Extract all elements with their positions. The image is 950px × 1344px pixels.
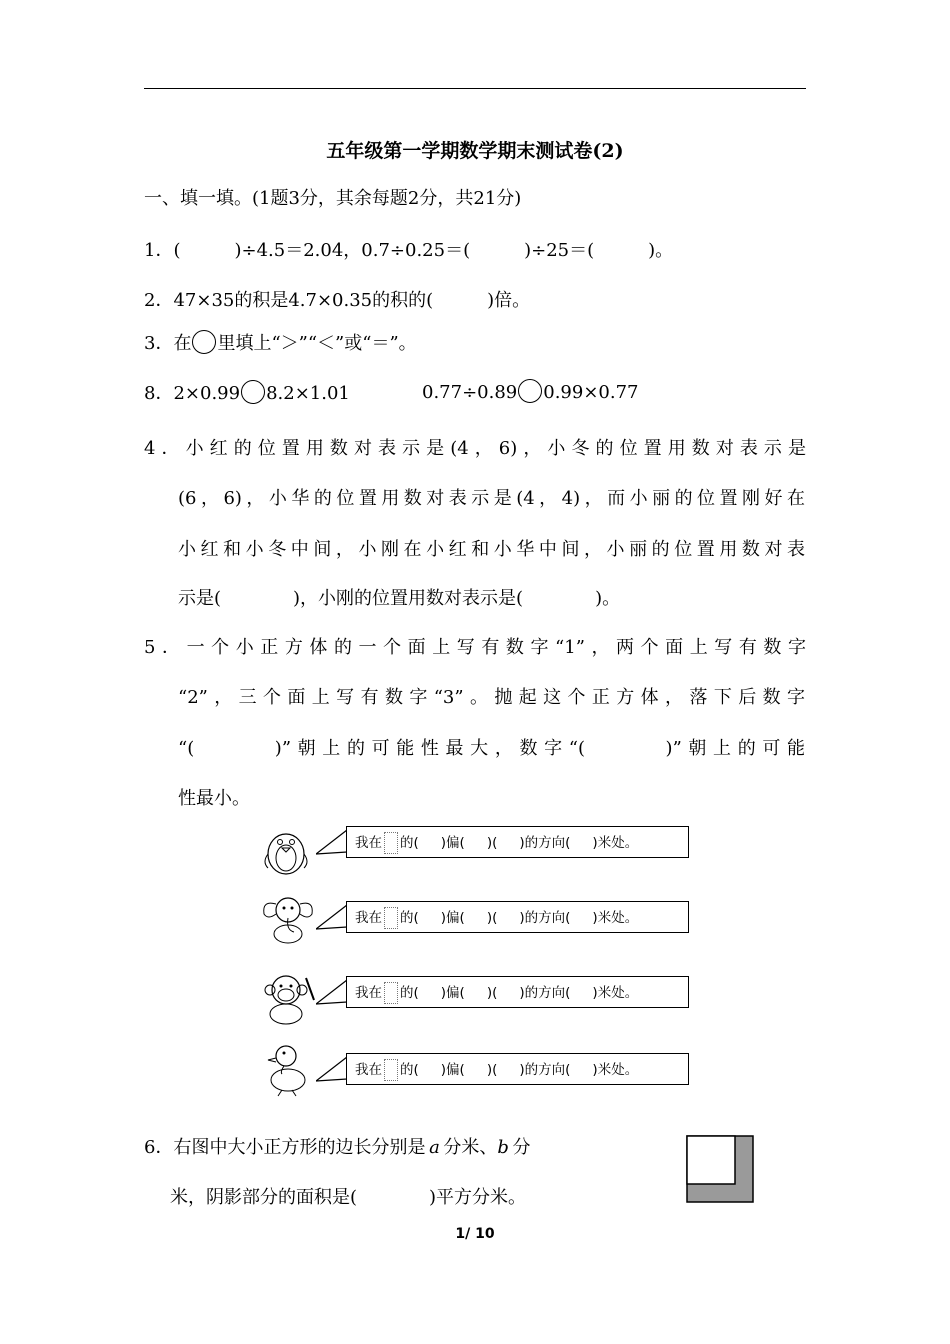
elephant-icon: [258, 890, 316, 946]
question-5-line-4: 性最小。: [178, 788, 250, 809]
header-rule: [144, 88, 806, 89]
speech-tail: [316, 828, 348, 868]
question-5-line-2: “2”，三个面上写有数字“3”。抛起这个正方体，落下后数字: [178, 687, 805, 708]
question-4-line-4: 示是( )，小刚的位置用数对表示是( )。: [178, 588, 621, 609]
question-5-line-1: 5．一个小正方体的一个面上写有数字“1”，两个面上写有数字: [144, 637, 806, 658]
left-expression-b: 8.2×1.01: [266, 383, 350, 404]
small-square: [687, 1136, 735, 1184]
question-5-line-3: “( )”朝上的可能性最大，数字“( )”朝上的可能: [178, 738, 805, 759]
question-3-left-comparison: [144, 379, 350, 405]
speech-tail: [316, 1055, 348, 1095]
duck-icon: [258, 1040, 316, 1098]
question-4-line-2: (6，6)，小华的位置用数对表示是(4，4)，而小丽的位置刚好在: [178, 488, 805, 509]
position-icon: [384, 1059, 398, 1081]
position-icon: [384, 832, 398, 854]
question-4-line-1: 4．小红的位置用数对表示是(4，6)，小冬的位置用数对表示是: [144, 438, 806, 459]
squares-figure: [686, 1135, 754, 1203]
location-bubble-3: 我在 的( )偏( )( )的方向( )米处。: [346, 976, 689, 1008]
compare-circle-icon: [192, 330, 216, 354]
speech-tail: [316, 903, 348, 943]
location-bubble-2: 我在 的( )偏( )( )的方向( )米处。: [346, 901, 689, 933]
question-3-prefix: 3．在: [144, 333, 192, 354]
question-3: [144, 329, 417, 355]
right-expression-b: 0.99×0.77: [543, 382, 639, 403]
right-expression-a: 0.77÷0.89: [422, 382, 518, 403]
location-bubble-4: 我在 的( )偏( )( )的方向( )米处。: [346, 1053, 689, 1085]
question-3-right-comparison: [422, 379, 639, 403]
monkey-icon: [258, 970, 318, 1026]
left-expression-a: 8．2×0.99: [144, 383, 241, 404]
question-6-line-2: 米，阴影部分的面积是( )平方分米。: [170, 1187, 527, 1208]
section-heading: 一、填一填。(1题3分，其余每题2分，共21分): [144, 188, 522, 209]
question-1: 1．( )÷4.5＝2.04，0.7÷0.25＝( )÷25＝( )。: [144, 240, 674, 261]
speech-tail: [316, 978, 348, 1018]
question-2: 2．47×35的积是4.7×0.35的积的( )倍。: [144, 290, 531, 311]
penguin-icon: [258, 824, 316, 876]
question-6-line-1: 6．右图中大小正方形的边长分别是 a 分米、b 分: [144, 1137, 531, 1158]
page-number: 1/ 10: [455, 1226, 495, 1242]
compare-circle-icon: [241, 380, 265, 404]
compare-circle-icon: [518, 379, 542, 403]
page-title: 五年级第一学期数学期末测试卷(2): [326, 140, 624, 162]
question-3-suffix: 里填上“＞”“＜”或“＝”。: [217, 333, 417, 354]
question-4-line-3: 小红和小冬中间，小刚在小红和小华中间，小丽的位置用数对表: [178, 539, 805, 560]
position-icon: [384, 982, 398, 1004]
position-icon: [384, 907, 398, 929]
location-bubble-1: 我在 的( )偏( )( )的方向( )米处。: [346, 826, 689, 858]
